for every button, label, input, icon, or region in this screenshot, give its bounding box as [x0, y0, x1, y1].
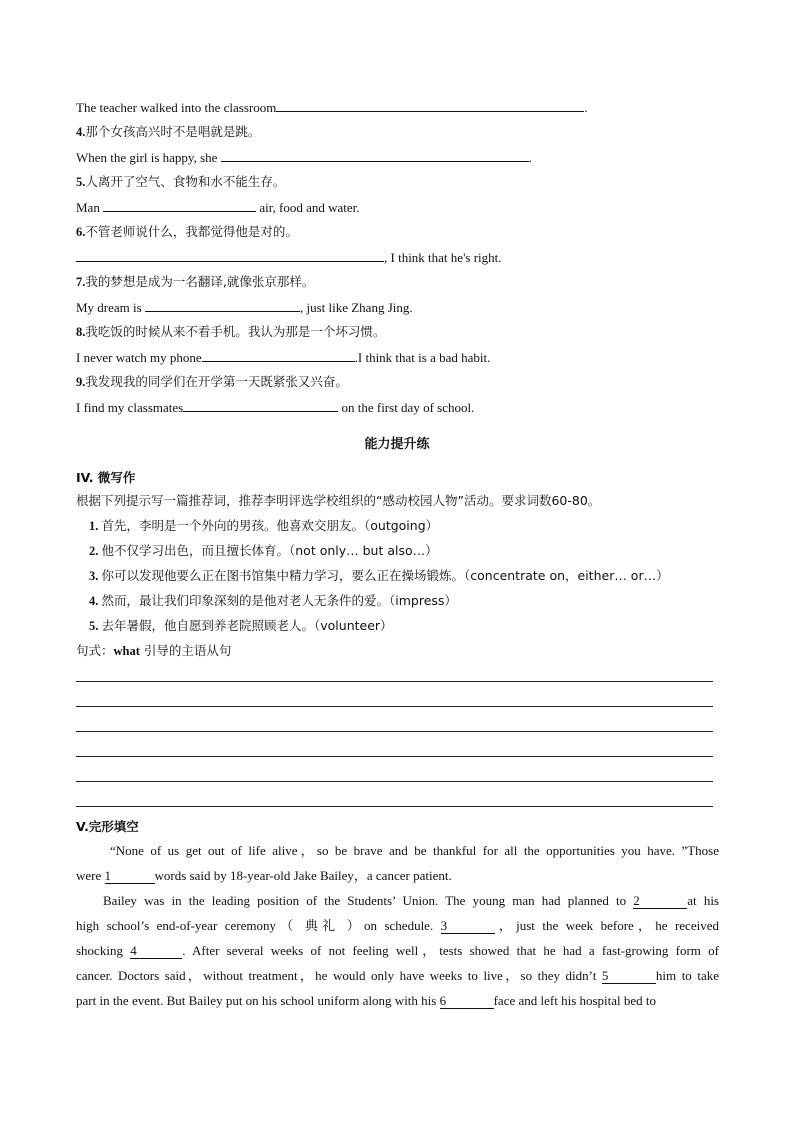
passage-text: face and left his hospital bed to [493, 993, 657, 1008]
passage-line [76, 913, 719, 938]
translation-sentence [76, 298, 413, 317]
cloze-passage [76, 838, 719, 1013]
passage-text: high school’s end-of-year ceremony（ 典礼 ）on schedule. [76, 918, 441, 933]
writing-point [89, 592, 457, 610]
writing-heading: IV. 微写作 [76, 470, 136, 485]
prompt-text: 我发现我的同学们在开学第一天既紧张又兴奋。 [85, 374, 348, 389]
answer-blank[interactable] [103, 198, 256, 212]
writing-intro: 根据下列提示写一篇推荐词，推荐李明评选学校组织的“感动校园人物”活动。要求词数60-80。 [76, 493, 601, 508]
cloze-blank-6[interactable]: 6 [440, 994, 494, 1009]
passage-line [76, 838, 719, 863]
item-number: 4. [76, 125, 86, 139]
sentence-end: . [528, 150, 532, 165]
answer-blank[interactable] [276, 98, 584, 112]
cloze-blank-4[interactable]: 4 [130, 944, 182, 959]
passage-text: ，just the week before，he received [494, 918, 719, 933]
sentence-start: My dream is [76, 300, 145, 315]
cloze-blank-1[interactable]: 1 [105, 869, 155, 884]
point-text: 他不仅学习出色，而且擅长体育。（not only… but also…） [101, 543, 438, 558]
prompt-text: 我的梦想是成为一名翻译,就像张京那样。 [85, 274, 315, 289]
item-number: 6. [76, 225, 86, 239]
item-number: 5. [76, 175, 86, 189]
passage-text: cancer. Doctors said，without treatment，he would only have weeks to live，so they didn’t [76, 968, 602, 983]
answer-blank[interactable] [76, 248, 384, 262]
sentence-end: air, food and water. [256, 200, 360, 215]
sentence-end: on the first day of school. [338, 400, 475, 415]
writing-point [89, 617, 393, 635]
translation-prompt [76, 173, 285, 191]
point-number: 2. [89, 544, 102, 558]
writing-line[interactable] [76, 806, 713, 807]
item-number: 7. [76, 275, 86, 289]
sentence-start: I find my classmates [76, 400, 184, 415]
point-number: 4. [89, 594, 102, 608]
cloze-blank-2[interactable]: 2 [633, 894, 687, 909]
passage-line [76, 863, 719, 888]
sentence-start: The teacher walked into the classroom [76, 100, 277, 115]
point-number: 3. [89, 569, 102, 583]
cloze-heading: V.完形填空 [76, 819, 139, 834]
prompt-text: 我吃饭的时候从来不看手机。我认为那是一个坏习惯。 [85, 324, 386, 339]
section-title: 能力提升练 [364, 437, 430, 452]
point-number: 5. [89, 619, 102, 633]
passage-text: words said by 18-year-old Jake Bailey，a cancer patient. [154, 868, 452, 883]
translation-prompt [76, 123, 260, 141]
cloze-blank-3[interactable]: 3 [441, 919, 495, 934]
writing-point [89, 567, 669, 585]
passage-text: at his [687, 893, 719, 908]
sentence-start: I never watch my phone [76, 350, 202, 365]
point-text: 首先，李明是一个外向的男孩。他喜欢交朋友。（outgoing） [101, 518, 439, 533]
sentence-end: .I think that is a bad habit. [354, 350, 491, 365]
sentence-start: Man [76, 200, 104, 215]
prompt-text: 不管老师说什么，我都觉得他是对的。 [85, 224, 298, 239]
sentence-start: When the girl is happy, she [76, 150, 221, 165]
writing-line[interactable] [76, 681, 713, 682]
answer-blank[interactable] [145, 298, 300, 312]
answer-blank[interactable] [202, 348, 355, 362]
passage-text: “None of us get out of life alive，so be brave and be thankful for all the opportunities you have. ”Those [110, 843, 719, 858]
pattern-rest: 引导的主语从句 [139, 643, 232, 658]
writing-line[interactable] [76, 706, 713, 707]
passage-line [76, 963, 719, 988]
prompt-text: 那个女孩高兴时不是唱就是跳。 [85, 124, 261, 139]
sentence-end: , just like Zhang Jing. [299, 300, 413, 315]
point-text: 你可以发现他要么正在图书馆集中精力学习，要么正在操场锻炼。（concentrate on，either… or…） [101, 568, 669, 583]
pattern-keyword: what [113, 644, 140, 658]
point-text: 然而，最让我们印象深刻的是他对老人无条件的爱。（impress） [101, 593, 457, 608]
translation-prompt [76, 273, 314, 291]
prompt-text: 人离开了空气、食物和水不能生存。 [85, 174, 286, 189]
translation-prompt [76, 373, 348, 391]
cloze-blank-5[interactable]: 5 [602, 969, 656, 984]
translation-prompt [76, 323, 385, 341]
passage-text: were [76, 868, 105, 883]
translation-prompt [76, 223, 298, 241]
point-number: 1. [89, 519, 102, 533]
item-number: 8. [76, 325, 86, 339]
translation-sentence [76, 348, 490, 367]
writing-line[interactable] [76, 731, 713, 732]
point-text: 去年暑假，他自愿到养老院照顾老人。（volunteer） [101, 618, 393, 633]
sentence-pattern [76, 642, 231, 660]
pattern-label: 句式： [76, 643, 114, 658]
translation-sentence [76, 248, 502, 267]
passage-text: . After several weeks of not feeling well，tests showed that he had a fast-growing form of [182, 943, 719, 958]
passage-line [76, 988, 719, 1013]
sentence-end: , I think that he's right. [384, 250, 502, 265]
answer-blank[interactable] [183, 398, 338, 412]
passage-text: Bailey was in the leading position of the Students’ Union. The young man had planned to [103, 893, 634, 908]
passage-text: shocking [76, 943, 131, 958]
writing-line[interactable] [76, 781, 713, 782]
passage-line [76, 938, 719, 963]
translation-sentence [76, 198, 360, 217]
item-number: 9. [76, 375, 86, 389]
sentence-end: . [584, 100, 588, 115]
passage-line [76, 888, 719, 913]
passage-text: part in the event. But Bailey put on his school uniform along with his [76, 993, 440, 1008]
writing-point [89, 517, 438, 535]
passage-text: him to take [655, 968, 719, 983]
translation-sentence [76, 148, 532, 167]
translation-sentence [76, 398, 474, 417]
writing-point [89, 542, 438, 560]
writing-line[interactable] [76, 756, 713, 757]
answer-blank[interactable] [221, 148, 529, 162]
translation-sentence [76, 98, 588, 117]
